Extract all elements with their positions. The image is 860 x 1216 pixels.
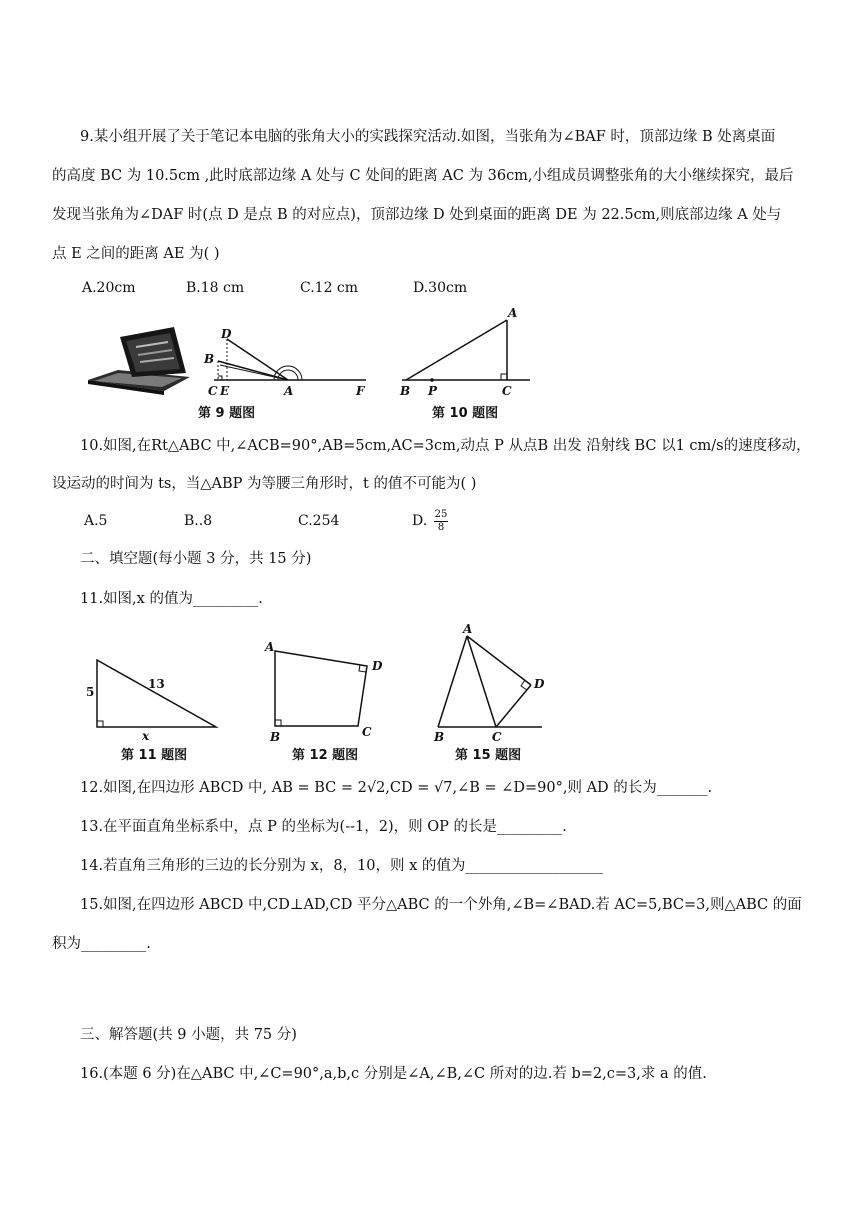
q15-line-2: 积为_________. bbox=[52, 936, 151, 952]
fig11-side-x: x bbox=[142, 729, 150, 743]
fig10-label-a: A bbox=[508, 306, 518, 320]
fig10-caption: 第 10 题图 bbox=[432, 406, 499, 421]
q9-line-2: 的高度 BC 为 10.5cm ,此时底部边缘 A 处与 C 处间的距离 AC 为 36cm,小组成员调整张角的大小继续探究，最后 bbox=[52, 168, 794, 184]
fig12-caption: 第 12 题图 bbox=[292, 748, 359, 763]
q10-option-d-fraction bbox=[434, 509, 448, 534]
q10-line-2: 设运动的时间为 ts，当△ABP 为等腰三角形时，t 的值不可能为( ) bbox=[52, 476, 477, 492]
figure-11-diagram bbox=[84, 652, 224, 742]
fig10-label-c: C bbox=[502, 384, 512, 398]
fig12-label-d: D bbox=[372, 659, 383, 673]
q9-option-b: B.18 cm bbox=[186, 280, 245, 296]
q9-option-c: C.12 cm bbox=[300, 280, 359, 296]
fig12-label-a: A bbox=[265, 640, 275, 654]
fig9-label-a: A bbox=[284, 384, 294, 398]
q12-text: 12.如图,在四边形 ABCD 中, AB = BC = 2√2,CD = √7,∠B = ∠D=90°,则 AD 的长为_______. bbox=[80, 780, 713, 796]
figure-15-diagram bbox=[430, 622, 550, 742]
figure-9-diagram bbox=[196, 325, 376, 400]
q9-option-d: D.30cm bbox=[413, 280, 468, 296]
q10-option-b: B..8 bbox=[184, 513, 213, 529]
fig10-label-p: P bbox=[428, 384, 438, 398]
laptop-photo bbox=[86, 325, 206, 400]
fig11-side-5: 5 bbox=[86, 685, 95, 699]
fig15-label-d: D bbox=[534, 677, 545, 691]
fig15-label-c: C bbox=[492, 730, 502, 744]
fig11-caption: 第 11 题图 bbox=[121, 748, 188, 763]
fig9-label-c: C bbox=[208, 384, 218, 398]
fig11-side-13: 13 bbox=[148, 677, 165, 691]
q9-option-a: A.20cm bbox=[82, 280, 136, 296]
q9-line-4: 点 E 之间的距离 AE 为( ) bbox=[52, 246, 220, 262]
q15-line-1: 15.如图,在四边形 ABCD 中,CD⊥AD,CD 平分△ABC 的一个外角,∠B=∠BAD.若 AC=5,BC=3,则△ABC 的面 bbox=[80, 897, 802, 913]
fig10-label-b: B bbox=[400, 384, 411, 398]
q16-text: 16.(本题 6 分)在△ABC 中,∠C=90°,a,b,c 分别是∠A,∠B,∠C 所对的边.若 b=2,c=3,求 a 的值. bbox=[80, 1066, 707, 1082]
q10-option-d: D. bbox=[412, 513, 428, 529]
fig15-caption: 第 15 题图 bbox=[455, 748, 522, 763]
q10-option-a: A.5 bbox=[84, 513, 108, 529]
fig9-label-f: F bbox=[356, 384, 365, 398]
q9-line-1: 9.某小组开展了关于笔记本电脑的张角大小的实践探究活动.如图，当张角为∠BAF 时，顶部边缘 B 处离桌面 bbox=[80, 129, 776, 145]
fig12-label-c: C bbox=[362, 725, 372, 739]
q11-text: 11.如图,x 的值为_________. bbox=[80, 591, 263, 607]
figure-10-diagram bbox=[396, 305, 536, 400]
fig9-label-d: D bbox=[221, 327, 232, 341]
q10-line-1: 10.如图,在Rt△ABC 中,∠ACB=90°,AB=5cm,AC=3cm,动点 P 从点B 出发 沿射线 BC 以1 cm/s的速度移动， bbox=[80, 438, 811, 454]
q10-option-c: C.254 bbox=[298, 513, 340, 529]
q10-option-d-denominator: 8 bbox=[434, 521, 448, 534]
q14-text: 14.若直角三角形的三边的长分别为 x，8，10，则 x 的值为___________________ bbox=[80, 858, 604, 874]
section-2-heading: 二、填空题(每小题 3 分，共 15 分) bbox=[80, 551, 312, 567]
figure-12-diagram bbox=[262, 635, 387, 745]
q13-text: 13.在平面直角坐标系中，点 P 的坐标为(--1，2)，则 OP 的长是_________. bbox=[80, 819, 567, 835]
fig15-label-b: B bbox=[434, 730, 445, 744]
fig9-label-b: B bbox=[204, 352, 215, 366]
q10-option-d-numerator: 25 bbox=[434, 509, 448, 520]
section-3-heading: 三、解答题(共 9 小题，共 75 分) bbox=[80, 1027, 297, 1043]
fig12-label-b: B bbox=[270, 730, 281, 744]
fig15-label-a: A bbox=[463, 622, 473, 636]
fig9-label-e: E bbox=[220, 384, 230, 398]
q9-line-3: 发现当张角为∠DAF 时(点 D 是点 B 的对应点)，顶部边缘 D 处到桌面的距离 DE 为 22.5cm,则底部边缘 A 处与 bbox=[52, 207, 782, 223]
fig9-caption: 第 9 题图 bbox=[198, 406, 256, 421]
